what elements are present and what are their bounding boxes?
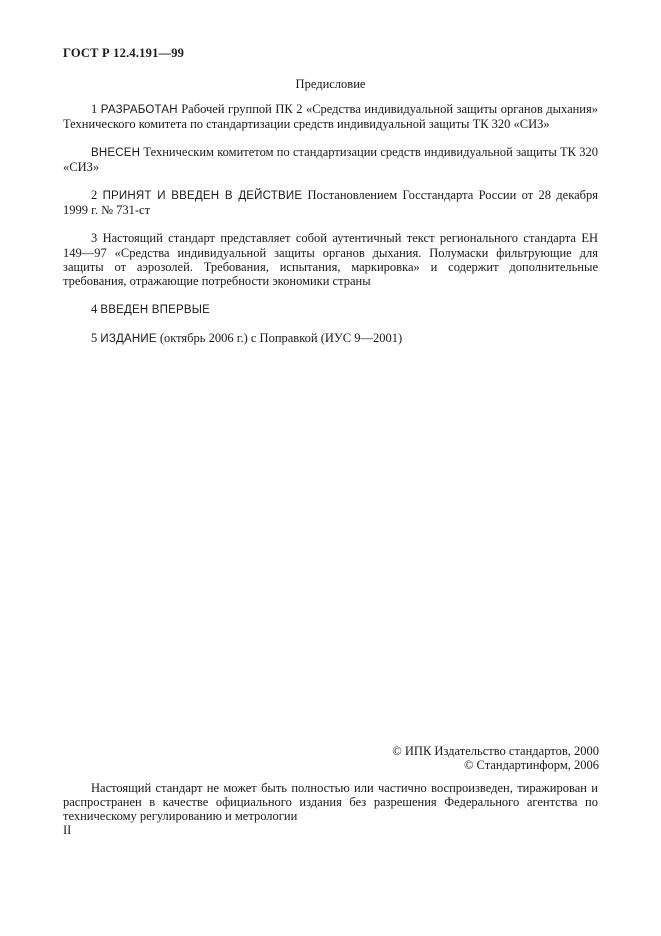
item-text: Постановлением Госстандарта России от 28 декабря 1999 г. № 731-ст <box>63 188 598 217</box>
item-text: Рабочей группой ПК 2 «Средства индивидуальной защиты органов дыхания» Технического комитета по стандартизации средств индивидуальной защиты ТК 320 «СИЗ» <box>63 102 598 131</box>
preface-item-4 <box>63 302 598 317</box>
item-text: (октябрь 2006 г.) с Поправкой (ИУС 9—2001) <box>156 331 403 345</box>
preface-item-2 <box>63 188 598 217</box>
item-keyword: ВНЕСЕН <box>91 147 141 159</box>
copyright-standartinform: © Стандартинформ, 2006 <box>463 758 599 772</box>
page-number: II <box>63 823 72 837</box>
item-number: 1 <box>91 102 101 116</box>
item-keyword: ИЗДАНИЕ <box>100 333 157 345</box>
item-number: 5 <box>91 331 101 345</box>
item-number: 3 <box>91 231 103 245</box>
preface-item-1 <box>63 102 598 131</box>
preface-item-5 <box>63 331 598 346</box>
item-keyword: ПРИНЯТ И ВВЕДЕН В ДЕЙСТВИЕ <box>102 190 303 202</box>
copyright-ipk: © ИПК Издательство стандартов, 2000 <box>392 744 599 758</box>
item-number: 2 <box>91 188 103 202</box>
preface-body <box>63 102 598 360</box>
item-keyword: ВВЕДЕН ВПЕРВЫЕ <box>100 304 210 316</box>
reproduction-notice: Настоящий стандарт не может быть полностью или частично воспроизведен, тиражирован и распространен в качестве официального издания без разрешения Федерального агентства по техническому регулированию и метрологии <box>63 781 598 823</box>
preface-heading: Предисловие <box>295 77 366 91</box>
item-text: Техническим комитетом по стандартизации средств индивидуальной защиты ТК 320 «СИЗ» <box>63 145 598 174</box>
document-code: ГОСТ Р 12.4.191—99 <box>63 46 185 60</box>
preface-item-3 <box>63 231 598 288</box>
copyright-block <box>392 744 599 772</box>
item-keyword: РАЗРАБОТАН <box>100 104 178 116</box>
item-text: Настоящий стандарт представляет собой аутентичный текст регионального стандарта ЕН 149—97 «Средства индивидуальной защиты органов дыхания. Полумаски фильтрующие для защиты от аэрозолей. Требования, испытания, маркировка» и содержит дополнительные требования, отражающие потребности экономики страны <box>63 231 598 288</box>
item-number: 4 <box>91 302 101 316</box>
preface-item-introduced <box>63 145 598 174</box>
